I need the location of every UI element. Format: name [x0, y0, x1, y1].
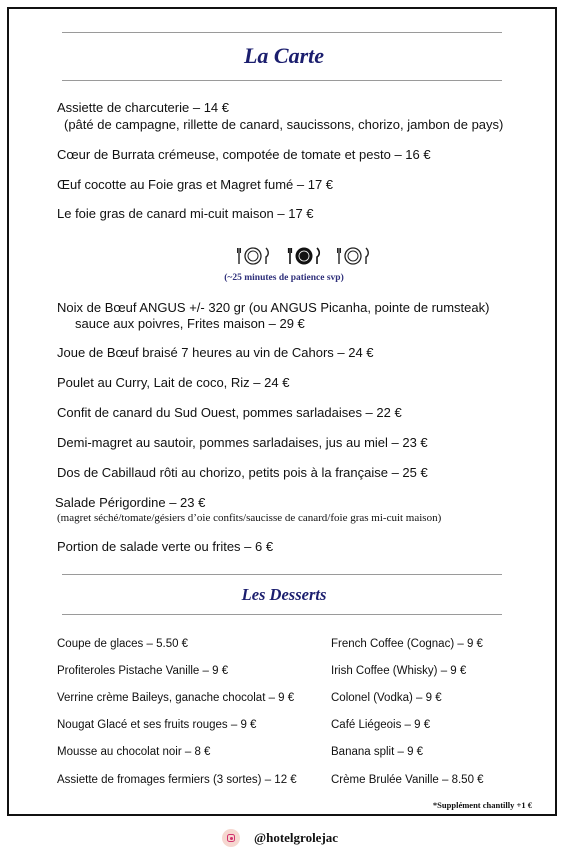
- dessert-item: Colonel (Vodka) – 9 €: [331, 692, 442, 704]
- starter-item: Assiette de charcuterie – 14 €: [57, 100, 229, 115]
- instagram-handle[interactable]: @hotelgrolejac: [254, 830, 339, 845]
- dessert-item: Coupe de glaces – 5.50 €: [57, 638, 189, 650]
- dessert-item: Crème Brulée Vanille – 8.50 €: [331, 774, 484, 786]
- main-detail: sauce aux poivres, Frites maison – 29 €: [75, 316, 305, 331]
- desserts-title-rule: [62, 614, 502, 615]
- main-item: Poulet au Curry, Lait de coco, Riz – 24 €: [57, 375, 290, 390]
- dessert-item: Irish Coffee (Whisky) – 9 €: [331, 665, 467, 677]
- instagram-footer[interactable]: [222, 828, 338, 848]
- starter-item: Œuf cocotte au Foie gras et Magret fumé – 17 €: [57, 177, 334, 192]
- dessert-item: Mousse au chocolat noir – 8 €: [57, 746, 211, 758]
- plate-cutlery-icon: [287, 246, 321, 266]
- starter-detail: (pâté de campagne, rillette de canard, saucissons, chorizo, jambon de pays): [64, 117, 504, 132]
- dessert-item: Nougat Glacé et ses fruits rouges – 9 €: [57, 719, 257, 731]
- patience-note: (~25 minutes de patience svp): [224, 273, 344, 283]
- instagram-icon: [222, 829, 240, 847]
- dessert-item: French Coffee (Cognac) – 9 €: [331, 638, 483, 650]
- dessert-item: Profiteroles Pistache Vanille – 9 €: [57, 665, 229, 677]
- cutlery-divider: [0, 246, 568, 266]
- main-item: Portion de salade verte ou frites – 6 €: [57, 539, 274, 554]
- desserts-title: Les Desserts: [241, 585, 327, 604]
- main-item: Confit de canard du Sud Ouest, pommes sarladaises – 22 €: [57, 405, 402, 420]
- chantilly-note: *Supplément chantilly +1 €: [432, 800, 532, 810]
- dessert-item: Verrine crème Baileys, ganache chocolat – 9 €: [57, 692, 295, 704]
- main-item: Dos de Cabillaud rôti au chorizo, petits pois à la française – 25 €: [57, 465, 428, 480]
- starter-item: Cœur de Burrata crémeuse, compotée de tomate et pesto – 16 €: [57, 147, 431, 162]
- plate-cutlery-icon: [236, 246, 270, 266]
- title-rule: [62, 80, 502, 81]
- desserts-top-rule: [62, 574, 502, 575]
- starter-item: Le foie gras de canard mi-cuit maison – 17 €: [57, 206, 314, 221]
- plate-cutlery-icon: [336, 246, 370, 266]
- main-detail: (magret séché/tomate/gésiers d’oie confits/saucisse de canard/foie gras mi-cuit maison): [57, 512, 442, 524]
- dessert-item: Assiette de fromages fermiers (3 sortes) – 12 €: [57, 774, 297, 786]
- main-item: Demi-magret au sautoir, pommes sarladaises, jus au miel – 23 €: [57, 435, 428, 450]
- main-item: Noix de Bœuf ANGUS +/- 320 gr (ou ANGUS Picanha, pointe de rumsteak): [57, 300, 490, 315]
- main-item: Salade Périgordine – 23 €: [55, 495, 206, 510]
- dessert-item: Banana split – 9 €: [331, 746, 424, 758]
- top-rule: [62, 32, 502, 33]
- menu-title: La Carte: [243, 43, 325, 68]
- main-item: Joue de Bœuf braisé 7 heures au vin de Cahors – 24 €: [57, 345, 374, 360]
- dessert-item: Café Liégeois – 9 €: [331, 719, 431, 731]
